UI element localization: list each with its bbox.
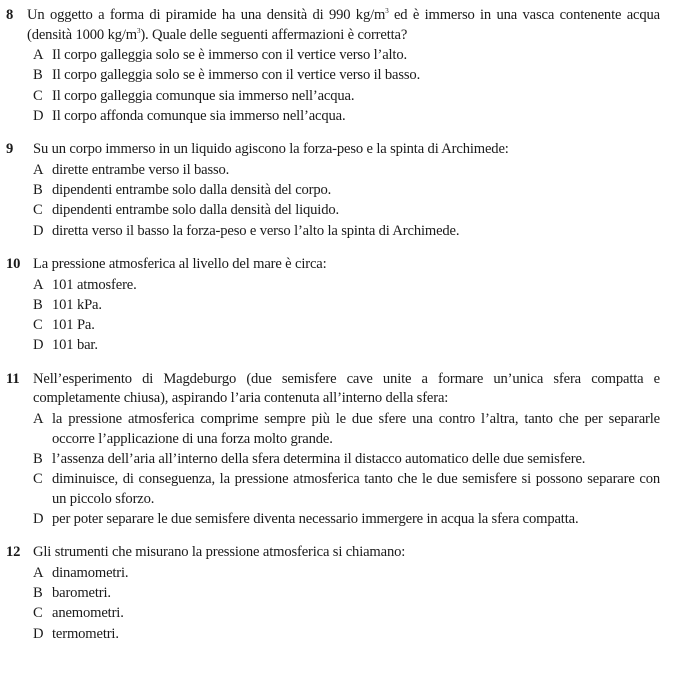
option-text: 101 atmosfere.	[52, 276, 137, 293]
option-letter: B	[33, 585, 43, 602]
option-text: Il corpo galleggia solo se è immerso con il vertice verso l’alto.	[52, 47, 407, 64]
question-text: Su un corpo immerso in un liquido agiscono la forza-peso e la spinta di Archimede:	[33, 141, 509, 158]
option-b[interactable]	[33, 296, 660, 316]
option-a[interactable]	[33, 564, 660, 584]
option-d[interactable]	[33, 336, 660, 356]
option-d[interactable]	[33, 222, 660, 242]
option-letter: A	[33, 47, 44, 64]
option-text: dinamometri.	[52, 564, 129, 581]
option-letter: C	[33, 202, 43, 219]
option-letter: C	[33, 317, 43, 334]
question-text: La pressione atmosferica al livello del mare è circa:	[33, 256, 327, 273]
option-letter: B	[33, 450, 43, 467]
option-c[interactable]	[33, 87, 660, 107]
option-text: dipendenti entrambe solo dalla densità del corpo.	[52, 182, 332, 199]
options-list	[6, 564, 660, 644]
option-text: 101 kPa.	[52, 296, 102, 313]
option-letter: B	[33, 67, 43, 84]
option-c[interactable]	[33, 316, 660, 336]
option-text: diretta verso il basso la forza-peso e verso l’alto la spinta di Archimede.	[52, 222, 460, 239]
option-letter: A	[33, 564, 44, 581]
option-letter: D	[33, 107, 44, 124]
question-number: 11	[6, 370, 20, 387]
option-letter: A	[33, 411, 44, 428]
option-b[interactable]	[33, 450, 660, 470]
options-list	[6, 161, 660, 241]
question-8	[6, 6, 660, 126]
question-number: 8	[6, 7, 14, 23]
question-9	[6, 140, 660, 241]
option-text: anemometri.	[52, 605, 124, 622]
option-text: per poter separare le due semisfere diventa necessario immergere in acqua la sfera compatta.	[52, 510, 579, 527]
question-text: Nell’esperimento di Magdeburgo (due semisfere cave unite a formare un’unica sfera compatta e completamente chiusa), aspirando l’aria contenuta all’interno della sfera:	[33, 370, 660, 407]
question-12	[6, 543, 660, 644]
option-d[interactable]	[33, 625, 660, 645]
option-a[interactable]	[33, 46, 660, 66]
question-text: Un oggetto a forma di piramide ha una densità di 990 $kg/m^3$ ed è immerso in una vasca contenente acqua (densità 1000 $kg/m^3$). Quale delle seguenti affermazioni è corretta?	[27, 7, 660, 43]
option-text: la pressione atmosferica comprime sempre più le due sfere una contro l’altra, tanto che per separarle occorre l’applicazione di una forza molto grande.	[52, 411, 660, 447]
option-letter: D	[33, 337, 44, 354]
option-b[interactable]	[33, 584, 660, 604]
option-letter: D	[33, 510, 44, 527]
option-text: dipendenti entrambe solo dalla densità del liquido.	[52, 202, 339, 219]
options-list	[6, 46, 660, 126]
options-list	[6, 276, 660, 356]
option-text: l’assenza dell’aria all’interno della sfera determina il distacco automatico delle due semisfere.	[52, 450, 586, 467]
option-c[interactable]	[33, 470, 660, 509]
option-c[interactable]	[33, 201, 660, 221]
option-a[interactable]	[33, 410, 660, 449]
option-letter: B	[33, 182, 43, 199]
option-text: Il corpo galleggia comunque sia immerso nell’acqua.	[52, 87, 355, 104]
option-text: diminuisce, di conseguenza, la pressione atmosferica tanto che le due semisfere si possono separare con un piccolo sforzo.	[52, 471, 660, 507]
option-text: dirette entrambe verso il basso.	[52, 161, 230, 178]
question-10	[6, 255, 660, 356]
question-number: 10	[6, 256, 21, 273]
option-c[interactable]	[33, 604, 660, 624]
question-11	[6, 370, 660, 530]
option-letter: D	[33, 222, 44, 239]
option-letter: B	[33, 296, 43, 313]
option-text: Il corpo affonda comunque sia immerso nell’acqua.	[52, 107, 346, 124]
option-letter: A	[33, 161, 44, 178]
option-b[interactable]	[33, 66, 660, 86]
option-text: Il corpo galleggia solo se è immerso con il vertice verso il basso.	[52, 67, 421, 84]
option-text: 101 Pa.	[52, 317, 95, 334]
option-text: 101 bar.	[52, 337, 98, 354]
option-letter: A	[33, 276, 44, 293]
option-d[interactable]	[33, 107, 660, 127]
option-text: barometri.	[52, 585, 111, 602]
question-number: 12	[6, 544, 21, 561]
option-d[interactable]	[33, 510, 660, 530]
option-letter: D	[33, 625, 44, 642]
option-b[interactable]	[33, 181, 660, 201]
option-letter: C	[33, 605, 43, 622]
option-text: termometri.	[52, 625, 119, 642]
question-text: Gli strumenti che misurano la pressione atmosferica si chiamano:	[33, 544, 406, 561]
options-list	[6, 410, 660, 529]
question-number: 9	[6, 141, 14, 158]
option-letter: C	[33, 471, 43, 487]
option-letter: C	[33, 87, 43, 104]
option-a[interactable]	[33, 276, 660, 296]
option-a[interactable]	[33, 161, 660, 181]
